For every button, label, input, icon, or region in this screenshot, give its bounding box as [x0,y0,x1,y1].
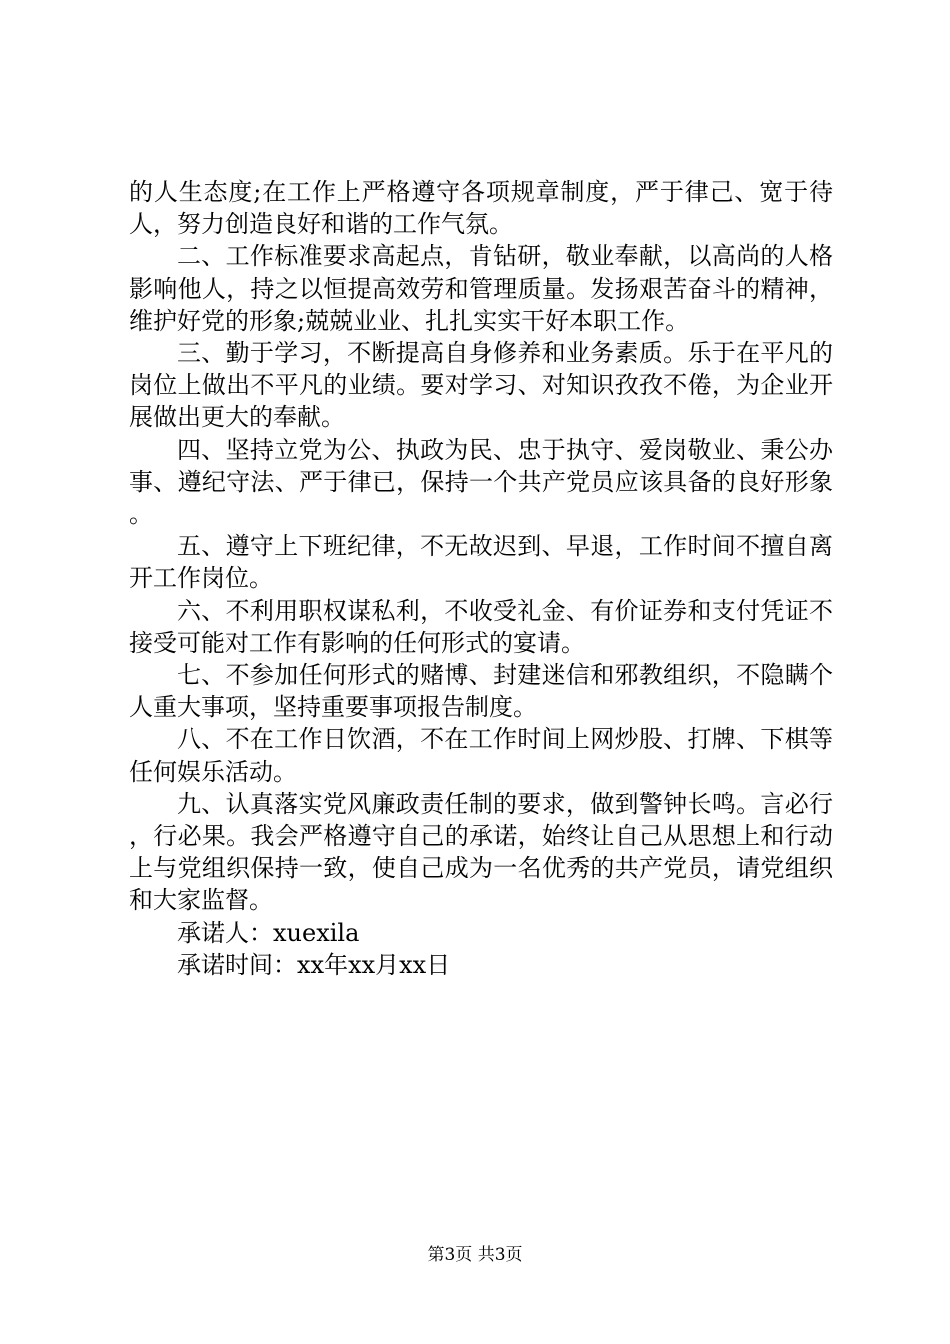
paragraph-item-4: 四、坚持立党为公、执政为民、忠于执守、爱岗敬业、秉公办事、遵纪守法、严于律已，保持一个共产党员应该具备的良好形象。 [129,435,833,529]
document-body [129,176,833,981]
paragraph-item-7: 七、不参加任何形式的赌博、封建迷信和邪教组织，不隐瞒个人重大事项，坚持重要事项报告制度。 [129,661,833,722]
page-number-label: 第3页 共3页 [427,1245,523,1265]
paragraph-item-9: 九、认真落实党风廉政责任制的要求，做到警钟长鸣。言必行，行必果。我会严格遵守自己的承诺，始终让自己从思想上和行动上与党组织保持一致，使自己成为一名优秀的共产党员，请党组织和大家监督。 [129,789,833,915]
signatory-line: 承诺人：xuexila [177,918,360,947]
paragraph-continuation: 的人生态度;在工作上严格遵守各项规章制度，严于律己、宽于待人，努力创造良好和谐的工作气氛。 [129,178,833,239]
paragraph-item-2: 二、工作标准要求高起点，肯钻研，敬业奉献，以高尚的人格影响他人，持之以恒提高效劳和管理质量。发扬艰苦奋斗的精神，维护好党的形象;兢兢业业、扎扎实实干好本职工作。 [129,242,833,335]
paragraph-item-6: 六、不利用职权谋私利，不收受礼金、有价证券和支付凭证不接受可能对工作有影响的任何形式的宴请。 [129,596,833,657]
page-footer [0,1240,950,1265]
paragraph-item-3: 三、勤于学习，不断提高自身修养和业务素质。乐于在平凡的岗位上做出不平凡的业绩。要对学习、对知识孜孜不倦，为企业开展做出更大的奉献。 [129,339,833,432]
paragraph-item-8: 八、不在工作日饮酒，不在工作时间上网炒股、打牌、下棋等任何娱乐活动。 [129,725,833,786]
paragraph-item-5: 五、遵守上下班纪律，不无故迟到、早退，工作时间不擅自离开工作岗位。 [129,532,833,593]
date-line: 承诺时间：xx年xx月xx日 [177,950,451,979]
